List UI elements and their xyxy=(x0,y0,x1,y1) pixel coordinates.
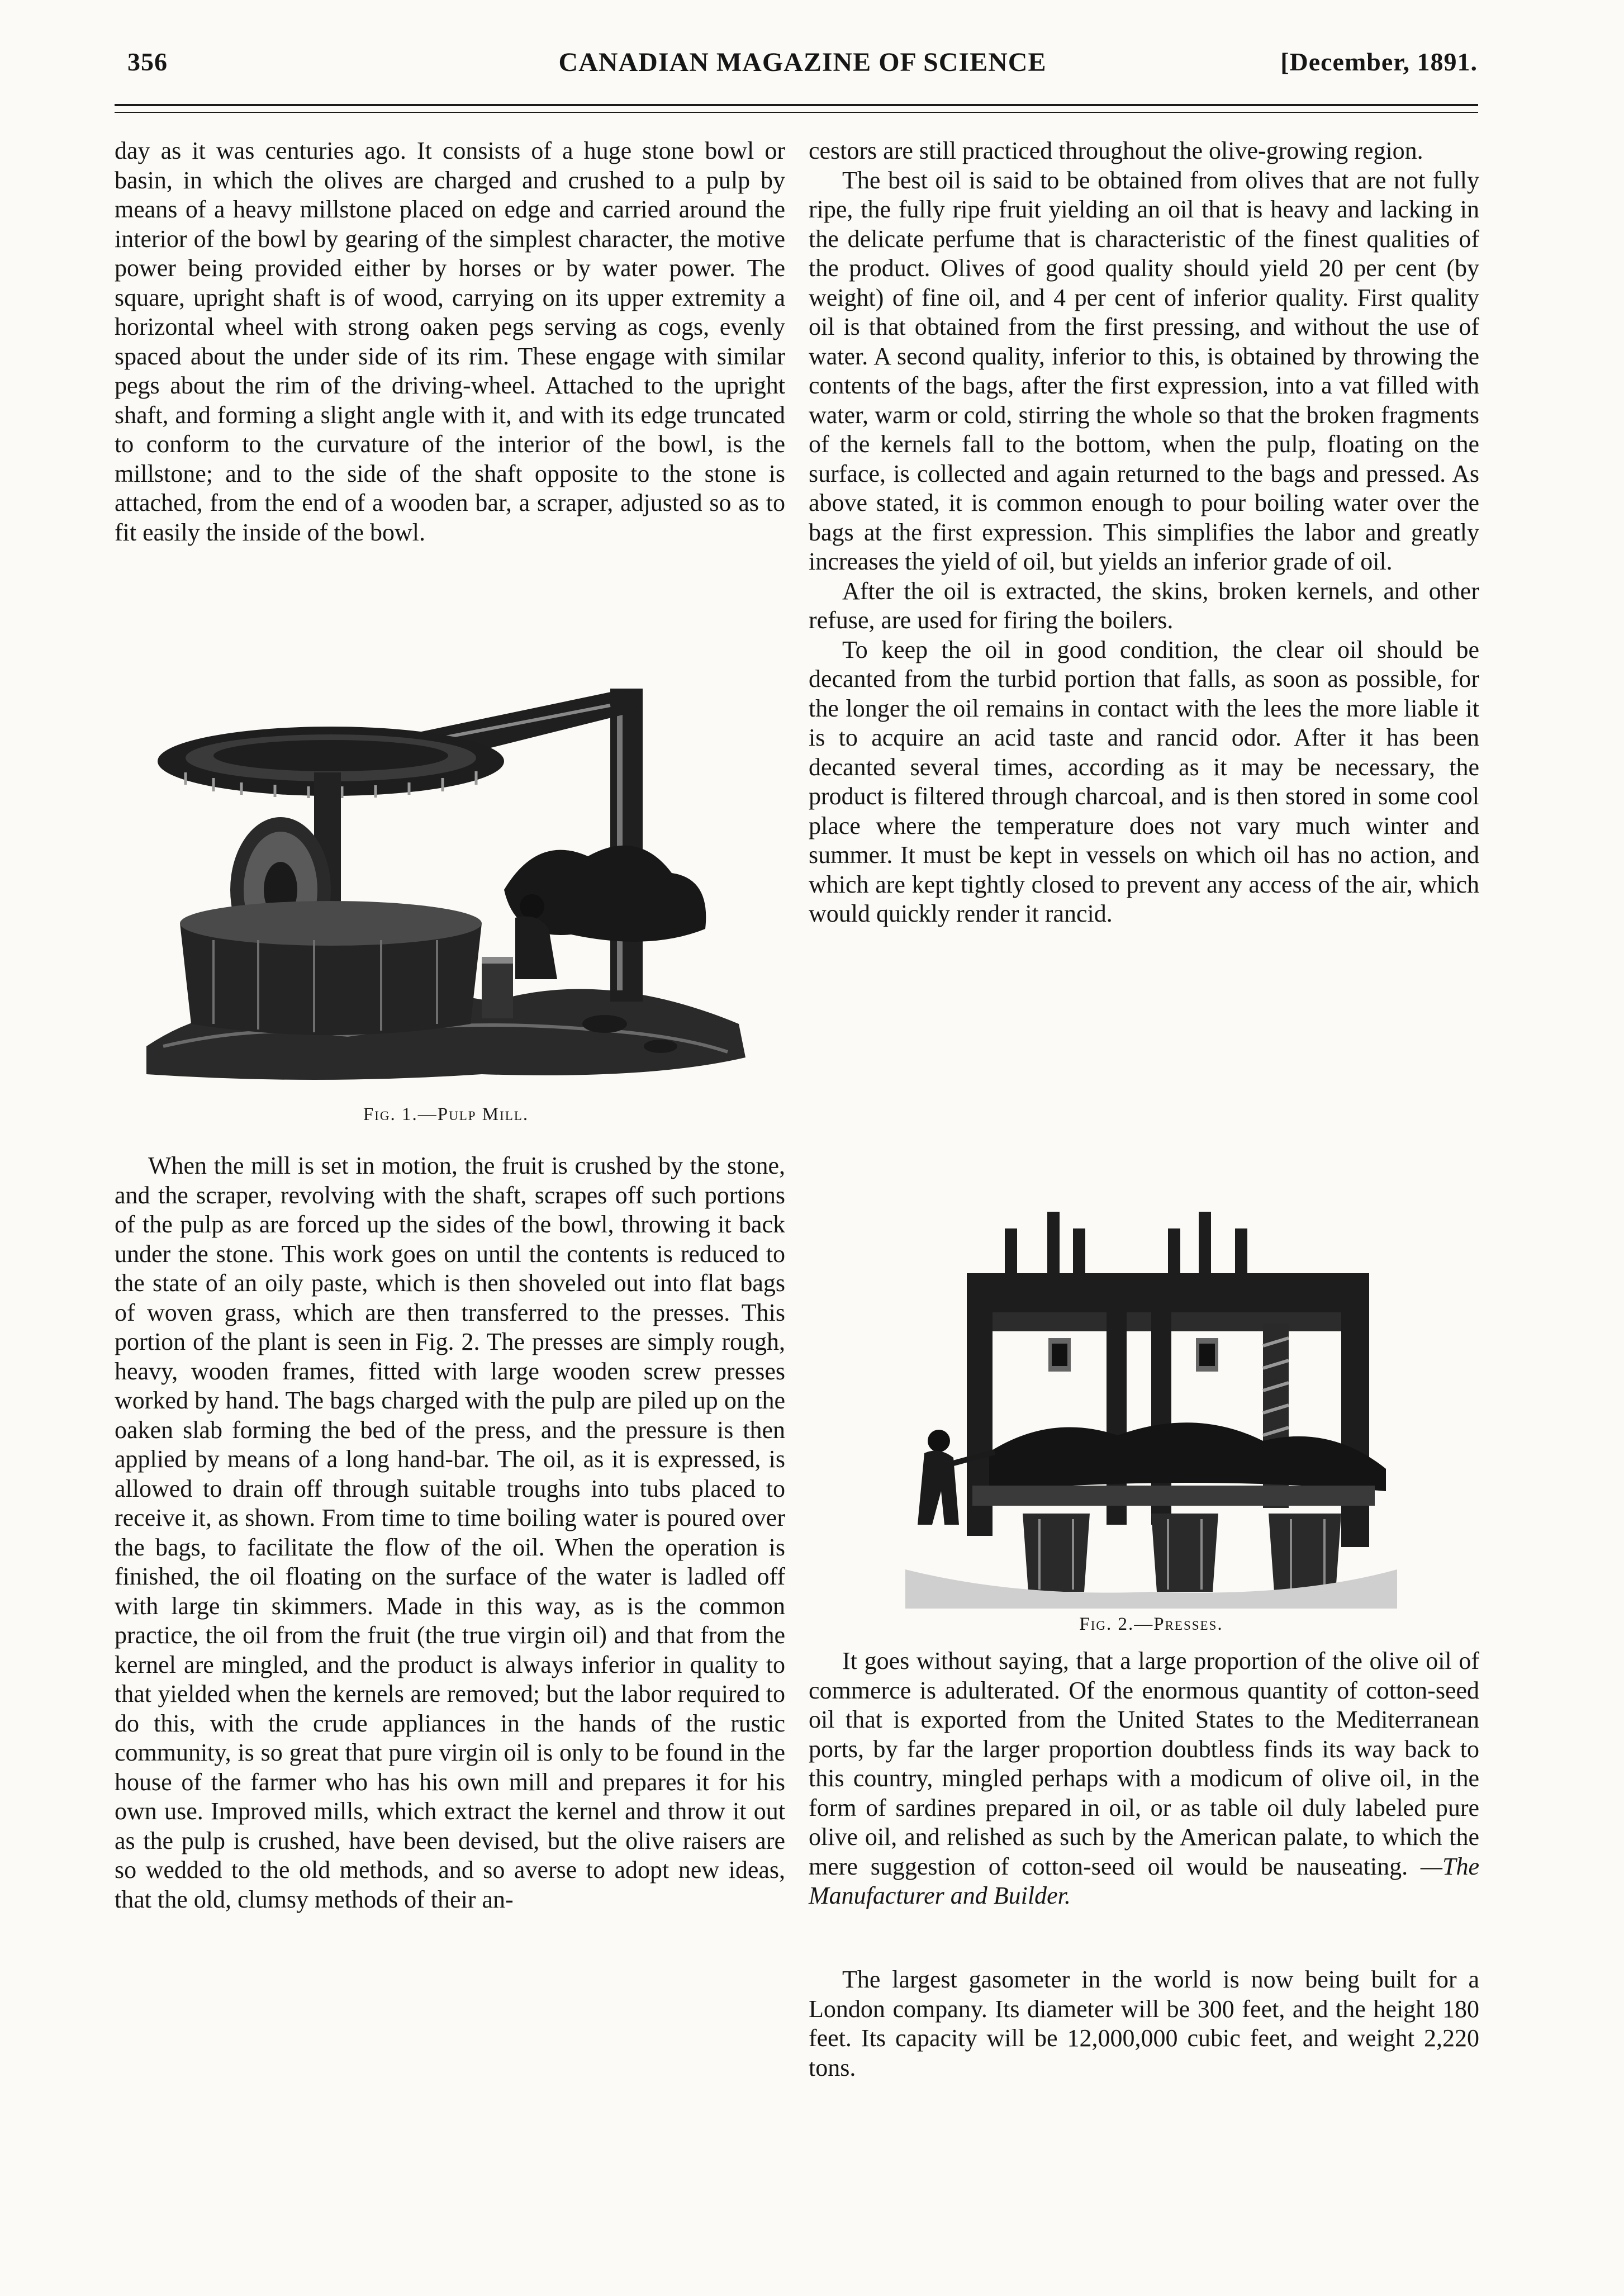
left-column-top xyxy=(115,136,785,547)
magazine-title: CANADIAN MAGAZINE OF SCIENCE xyxy=(558,48,1047,77)
right-column-bottom xyxy=(809,1965,1479,2082)
paragraph: day as it was centuries ago. It consists of a huge stone bowl or basin, in which the olives are charged and crushed to a pulp by means of a heavy millstone placed on edge and carried around the interior of the bowl by gearing of the simplest character, the motive power being provided either by horses or by water power. The square, upright shaft is of wood, carrying on its upper extremity a horizontal wheel with strong oaken pegs serving as cogs, evenly spaced about the under side of its rim. These engage with similar pegs about the rim of the driving-wheel. Attached to the upright shaft, and forming a slight angle with it, and with its edge truncated to conform to the curvature of the interior of the bowl, is the millstone; and to the side of the shaft opposite to the stone is attached, from the end of a wooden bar, a scraper, adjusted so as to fit easily the inside of the bowl. xyxy=(115,137,785,546)
paragraph: To keep the oil in good condition, the clear oil should be decanted from the turbid portion that falls, as soon as possible, for the longer the oil remains in contact with the lees the more liable it is to acquire an acid taste and rancid odor. After it has been decanted several times, according as it may be necessary, the product is filtered through charcoal, and is then stored in some cool place where the temperature does not vary much winter and summer. It must be kept in vessels on which oil has no action, and which are kept tightly closed to prevent any access of the air, which would quickly render it rancid. xyxy=(809,635,1479,927)
header-rule-thick xyxy=(115,104,1478,106)
left-column-bottom xyxy=(115,1151,785,1914)
header-rule-thin xyxy=(115,112,1478,113)
paragraph: After the oil is extracted, the skins, broken kernels, and other refuse, are used for firing the boilers. xyxy=(809,577,1479,634)
paragraph xyxy=(809,1647,1479,1911)
paragraph: The largest gasometer in the world is now being built for a London company. Its diameter will be 300 feet, and the height 180 feet. Its capacity will be 12,000,000 cubic feet, and weight 2,220 tons. xyxy=(809,1966,1479,2081)
issue-date: [December, 1891. xyxy=(1280,48,1478,76)
figure-2-caption: Fig. 2.—Presses. xyxy=(1079,1614,1223,1634)
figure-1-caption: Fig. 1.—Pulp Mill. xyxy=(363,1104,529,1125)
paragraph: When the mill is set in motion, the fruit is crushed by the stone, and the scraper, revolving with the shaft, scrapes off such portions of the pulp as are forced up the sides of the bowl, throwing it back under the stone. This work goes on until the contents is reduced to the state of an oily paste, which is then shoveled out into flat bags of woven grass, which are then transferred to the presses. This portion of the plant is seen in Fig. 2. The presses are simply rough, heavy, wooden frames, fitted with large wooden screw presses worked by hand. The bags charged with the pulp are piled up on the oaken slab forming the bed of the press, and the pressure is then applied by means of a long hand-bar. The oil, as it is expressed, is allowed to drain off through suitable troughs into tubs placed to receive it, as shown. From time to time boiling water is poured over the bags, to facilitate the flow of the oil. When the operation is finished, the oil floating on the surface of the water is ladled off with large tin skimmers. Made in this way, as is the common practice, the oil from the fruit (the true virgin oil) and that from the kernel are mingled, and the product is always inferior in quality to that yielded when the kernels are removed; but the labor required to do this, with the crude appliances in the hands of the rustic community, is so great that pure virgin oil is only to be found in the house of the farmer who has his own mill and prepares it for his own use. Improved mills, which extract the kernel and throw it out as the pulp is crushed, have been devised, but the olive raisers are so wedded to the old methods, and so averse to adopt new ideas, that the old, clumsy methods of their an- xyxy=(115,1152,785,1913)
paragraph-text: It goes without saying, that a large proportion of the olive oil of commerce is adulterated. Of the enormous quantity of cotton-seed oil that is exported from the United States to the Mediterranean ports, by far the larger proportion doubtless finds its way back to this country, mingled perhaps with a modicum of olive oil, in the form of sardines prepared in oil, or as table oil duly labeled pure olive oil, and relished as such by the American palate, to which the mere suggestion of cotton-seed oil would be nauseating. xyxy=(809,1647,1479,1880)
right-column-top xyxy=(809,136,1479,929)
pulp-mill-illustration xyxy=(146,689,745,1094)
source-citation: —The Manufacturer and Builder. xyxy=(809,1852,1479,1909)
page-number: 356 xyxy=(127,48,168,76)
paragraph: The best oil is said to be obtained from olives that are not fully ripe, the fully ripe fruit yielding an oil that is heavy and lacking in the delicate perfume that is characteristic of the finest qualities of the product. Olives of good quality should yield 20 per cent (by weight) of fine oil, and 4 per cent of inferior quality. First quality oil is that obtained from the first pressing, and without the use of water. A second quality, inferior to this, is obtained by throwing the contents of the bags, after the first expression, into a vat filled with water, warm or cold, stirring the whole so that the broken fragments of the kernels fall to the bottom, when the pulp, floating on the surface, is collected and again returned to the bags and pressed. As above stated, it is common enough to pour boiling water over the bags at the first expression. This simplifies the labor and greatly increases the yield of oil, but yields an inferior grade of oil. xyxy=(809,166,1479,575)
page-header xyxy=(127,47,1478,86)
paragraph: cestors are still practiced throughout the olive-growing region. xyxy=(809,137,1423,164)
presses-illustration xyxy=(905,1212,1397,1609)
right-column-middle xyxy=(809,1647,1479,1911)
